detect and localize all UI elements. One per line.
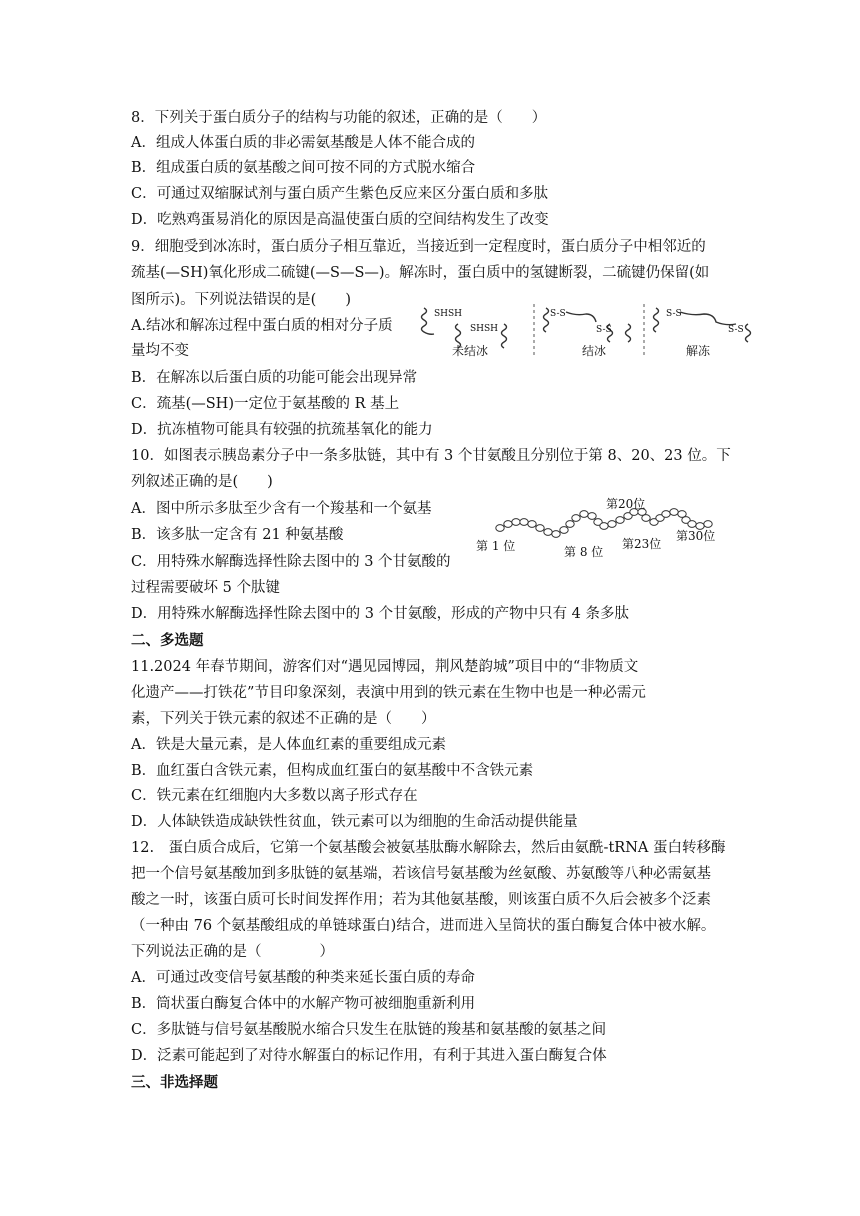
amino-acid-bead xyxy=(580,511,588,518)
q11-stem-line3: 素，下列关于铁元素的叙述不正确的是（ ） xyxy=(131,711,436,727)
panel-label-unfrozen: 未结冰 xyxy=(452,344,489,358)
q11-option-d: D．人体缺铁造成缺铁性贫血，铁元素可以为细胞的生命活动提供能量 xyxy=(131,814,578,830)
amino-acid-bead xyxy=(504,521,512,528)
amino-acid-bead xyxy=(670,509,678,516)
position-label-20: 第20位 xyxy=(606,497,646,511)
position-label-8: 第 8 位 xyxy=(564,545,604,559)
polypeptide-chain-figure xyxy=(470,494,730,560)
position-label-23: 第23位 xyxy=(622,537,662,551)
q8-option-a: A．组成人体蛋白质的非必需氨基酸是人体不能合成的 xyxy=(131,135,475,151)
q11-option-a: A．铁是大量元素，是人体血红素的重要组成元素 xyxy=(131,737,446,753)
q8-stem: 8．下列关于蛋白质分子的结构与功能的叙述，正确的是（ ） xyxy=(131,110,547,126)
q9-stem-line1: 9．细胞受到冰冻时，蛋白质分子相互靠近，当接近到一定程度时，蛋白质分子中相邻近的 xyxy=(131,239,706,255)
amino-acid-bead xyxy=(536,525,544,532)
ss-label-2: S-S xyxy=(596,325,612,335)
ss-label-3: S-S xyxy=(666,309,682,319)
sh-label-2: SHSH xyxy=(470,324,499,334)
panel-label-thawed: 解冻 xyxy=(686,344,711,358)
q9-option-a-line1: A.结冰和解冻过程中蛋白质的相对分子质 xyxy=(131,318,393,334)
amino-acid-bead xyxy=(588,513,596,520)
q9-option-b: B．在解冻以后蛋白质的功能可能会出现异常 xyxy=(131,370,418,386)
amino-acid-bead xyxy=(544,529,552,536)
q10-option-b: B．该多肽一定含有 21 种氨基酸 xyxy=(131,527,344,543)
amino-acid-bead xyxy=(552,531,560,538)
amino-acid-bead xyxy=(528,521,536,528)
amino-acid-bead xyxy=(600,523,608,530)
q11-stem-line2: 化遗产——打铁花”节目印象深刻，表演中用到的铁元素在生物中也是一种必需元 xyxy=(131,685,646,701)
q11-stem-line1: 11.2024 年春节期间，游客们对“遇见园博园，荆风楚韵城”项目中的“非物质文 xyxy=(131,659,639,675)
amino-acid-bead xyxy=(616,517,624,524)
q9-stem-line3: 图所示)。下列说法错误的是( ) xyxy=(131,292,351,308)
amino-acid-bead xyxy=(566,521,574,528)
q11-option-b: B．血红蛋白含铁元素，但构成血红蛋白的氨基酸中不含铁元素 xyxy=(131,763,534,779)
q11-option-c: C．铁元素在红细胞内大多数以离子形式存在 xyxy=(131,788,418,804)
q12-stem-line2: 把一个信号氨基酸加到多肽链的氨基端，若该信号氨基酸为丝氨酸、苏氨酸等八种必需氨基 xyxy=(131,866,711,882)
q9-option-c: C．巯基(—SH)一定位于氨基酸的 R 基上 xyxy=(131,396,400,412)
q10-stem-line2: 列叙述正确的是( ) xyxy=(131,474,273,490)
panel-label-frozen: 结冰 xyxy=(582,344,607,358)
amino-acid-bead xyxy=(704,521,712,528)
amino-acid-bead xyxy=(520,519,528,526)
q12-stem-line3: 酸之一时，该蛋白质可长时间发挥作用；若为其他氨基酸，则该蛋白质不久后会被多个泛素 xyxy=(131,892,711,908)
q12-option-a: A．可通过改变信号氨基酸的种类来延长蛋白质的寿命 xyxy=(131,970,475,986)
q10-option-d: D．用特殊水解酶选择性除去图中的 3 个甘氨酸，形成的产物中只有 4 条多肽 xyxy=(131,606,630,622)
amino-acid-bead xyxy=(688,521,696,528)
q8-option-c: C．可通过双缩脲试剂与蛋白质产生紫色反应来区分蛋白质和多肽 xyxy=(131,186,549,202)
q10-option-c-line2: 过程需要破坏 5 个肽键 xyxy=(131,580,280,596)
q8-option-d: D．吃熟鸡蛋易消化的原因是高温使蛋白质的空间结构发生了改变 xyxy=(131,212,549,228)
q12-option-c: C．多肽链与信号氨基酸脱水缩合只发生在肽链的羧基和氨基酸的氨基之间 xyxy=(131,1022,607,1038)
position-label-1: 第 1 位 xyxy=(476,539,516,553)
amino-acid-bead xyxy=(560,527,568,534)
amino-acid-bead xyxy=(608,521,616,528)
position-label-30: 第30位 xyxy=(676,529,716,543)
amino-acid-bead xyxy=(642,515,650,522)
q8-option-b: B．组成蛋白质的氨基酸之间可按不同的方式脱水缩合 xyxy=(131,160,476,176)
ss-label-4: S-S xyxy=(728,325,744,335)
amino-acid-bead xyxy=(512,519,520,526)
protein-freezing-figure xyxy=(418,302,758,360)
ss-label-1: S-S xyxy=(550,309,566,319)
amino-acid-bead xyxy=(496,525,504,532)
q10-option-c-line1: C．用特殊水解酶选择性除去图中的 3 个甘氨酸的 xyxy=(131,554,451,570)
sh-label-1: SHSH xyxy=(434,309,463,319)
section-multiple-choice-heading: 二、多选题 xyxy=(131,633,204,649)
section-non-choice-heading: 三、非选择题 xyxy=(131,1075,218,1091)
q12-stem-line1: 12. 蛋白质合成后，它第一个氨基酸会被氨基肽酶水解除去，然后由氨酰-tRNA 蛋白转移酶 xyxy=(131,840,726,856)
q10-option-a: A．图中所示多肽至少含有一个羧基和一个氨基 xyxy=(131,501,432,517)
q9-stem-line2: 巯基(—SH)氧化形成二硫键(—S—S—)。解冻时，蛋白质中的氢键断裂，二硫键仍保留(如 xyxy=(131,265,710,281)
q9-option-a-line2: 量均不变 xyxy=(131,343,189,359)
q10-stem-line1: 10．如图表示胰岛素分子中一条多肽链，其中有 3 个甘氨酸且分别位于第 8、20、23 位。下 xyxy=(131,448,731,464)
q12-stem-line5: 下列说法正确的是（ ） xyxy=(131,944,334,960)
q12-stem-line4: （一种由 76 个氨基酸组成的单链球蛋白)结合，进而进入呈筒状的蛋白酶复合体中被水解。 xyxy=(131,918,716,934)
q9-option-d: D．抗冻植物可能具有较强的抗巯基氧化的能力 xyxy=(131,422,433,438)
amino-acid-bead xyxy=(662,511,670,518)
q12-option-b: B．筒状蛋白酶复合体中的水解产物可被细胞重新利用 xyxy=(131,996,476,1012)
amino-acid-bead xyxy=(572,515,580,522)
q12-option-d: D．泛素可能起到了对待水解蛋白的标记作用，有利于其进入蛋白酶复合体 xyxy=(131,1048,607,1064)
